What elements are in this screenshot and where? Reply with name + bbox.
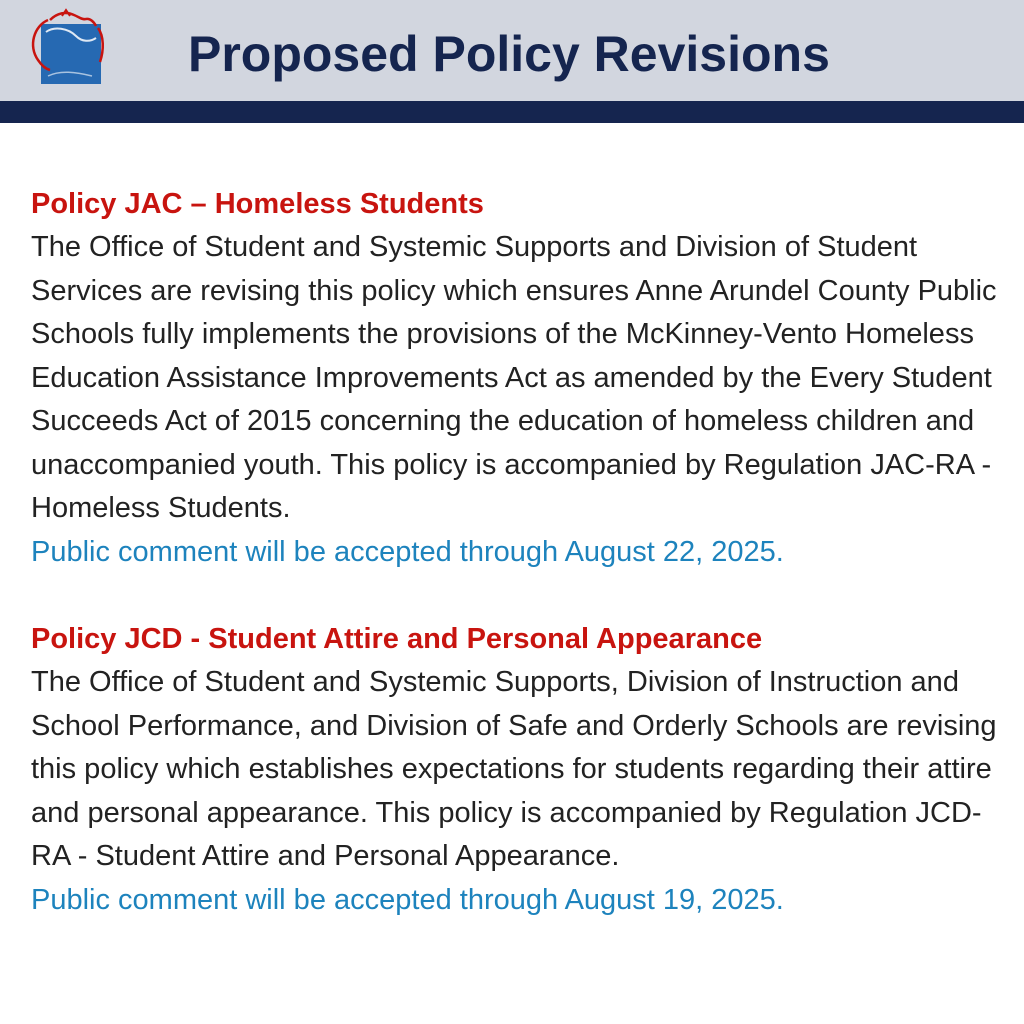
policy-description: The Office of Student and Systemic Supports and Division of Student Services are revising this policy which ensures Anne Arundel County Public Schools fully implements the provisions of the McKinney-Vento Homeless Education Assistance Improvements Act as amended by the Every Student Succeeds Act of 2015 concerning the education of homeless children and unaccompanied youth. This policy is accompanied by Regulation JAC-RA - Homeless Students.: [31, 231, 997, 524]
policy-section-jcd: [31, 618, 1006, 922]
policy-heading: Policy JCD - Student Attire and Personal Appearance: [31, 623, 763, 655]
header-divider-bar: [0, 101, 1024, 123]
public-comment-deadline: Public comment will be accepted through August 22, 2025.: [31, 535, 784, 568]
policy-section-jac: [31, 183, 1006, 574]
page-header: [0, 0, 1024, 101]
policy-description: The Office of Student and Systemic Supports, Division of Instruction and School Performance, and Division of Safe and Orderly Schools are revising this policy which establishes expectations for students regarding their attire and personal appearance. This policy is accompanied by Regulation JCD-RA - Student Attire and Personal Appearance.: [31, 666, 997, 872]
page-title: Proposed Policy Revisions: [188, 26, 830, 82]
public-comment-deadline: Public comment will be accepted through August 19, 2025.: [31, 883, 784, 916]
policy-list: [31, 183, 1006, 922]
school-district-logo-icon: [24, 6, 108, 90]
policy-heading: Policy JAC – Homeless Students: [31, 188, 484, 220]
